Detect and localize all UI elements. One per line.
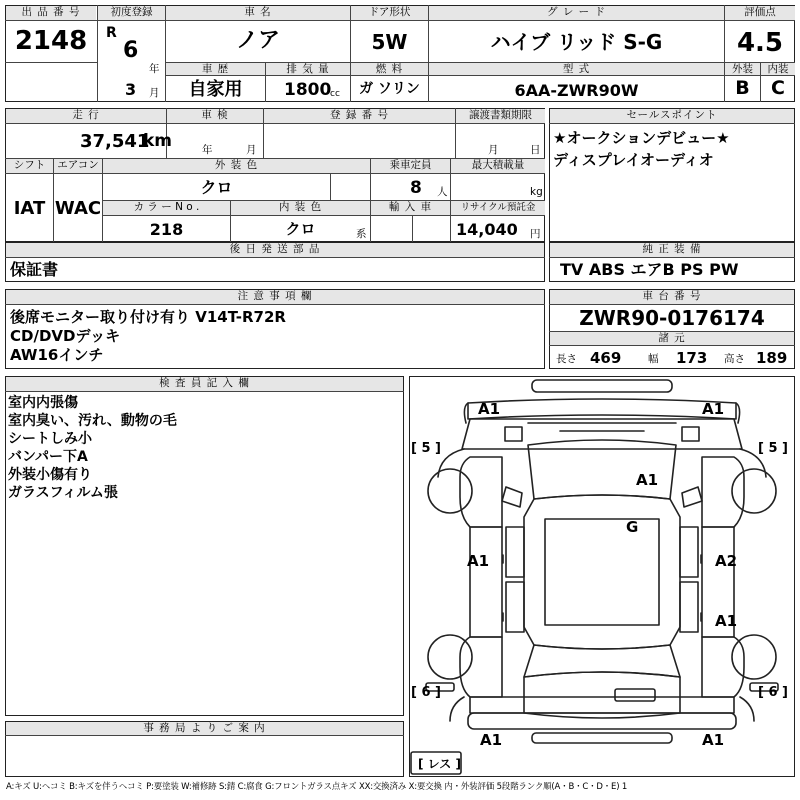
- sales-point-line-1: ★オークションデビュー★: [553, 129, 730, 147]
- inspection-year-unit: 年: [202, 144, 213, 156]
- car-outline: [410, 377, 794, 776]
- color-number: 218: [149, 220, 184, 239]
- ac-label: エアコン: [54, 159, 102, 173]
- sales-point-line-2: ディスプレイオーディオ: [553, 151, 714, 169]
- damage-diagram: [409, 376, 795, 777]
- inspector-line-4: バンパー下A: [8, 449, 88, 465]
- mark-side-right-front: A2: [715, 552, 738, 570]
- tire-rr-depth: [ 6 ]: [758, 685, 788, 700]
- lot-label: 出 品 番 号: [6, 6, 96, 20]
- office-label: 事 務 局 よ り ご 案 内: [6, 722, 403, 735]
- year-unit: 年: [149, 63, 160, 75]
- reg-month: 3: [125, 80, 137, 99]
- import-label: 輸 入 車: [371, 201, 450, 215]
- load-unit: kg: [530, 186, 543, 198]
- mileage: 37,541: [80, 131, 150, 152]
- notes-line-1: 後席モニター取り付け有り V14T-R72R: [10, 308, 286, 326]
- inspection-label: 車 検: [167, 109, 263, 123]
- mark-front-left: A1: [478, 400, 501, 418]
- height-label: 高さ: [724, 353, 745, 365]
- fuel-label: 燃 料: [351, 63, 428, 75]
- mark-roof: A1: [636, 471, 659, 489]
- door-type: 5W: [371, 30, 408, 54]
- reg-no-label: 登 録 番 号: [264, 109, 455, 123]
- notes-line-2: CD/DVDデッキ: [10, 327, 121, 345]
- grade: ハイブ リッド S-G: [490, 30, 663, 54]
- inspector-line-2: 室内臭い、汚れ、動物の毛: [8, 413, 177, 429]
- transfer-label: 譲渡書類期限: [456, 109, 545, 123]
- transfer-day-unit: 日: [530, 144, 541, 156]
- fuel: ガ ソリン: [359, 81, 420, 97]
- inspector-line-3: シートしみ小: [8, 431, 92, 447]
- grade-label: グ レ ー ド: [429, 6, 724, 20]
- cc-unit: cc: [330, 89, 340, 99]
- color-no-label: カ ラ ー N o .: [103, 201, 230, 215]
- aircon: WAC: [54, 198, 102, 219]
- tire-rl-depth: [ 6 ]: [411, 685, 441, 700]
- recycle-label: リサイクル預託金: [451, 201, 545, 215]
- usage: 自家用: [188, 79, 243, 100]
- first-reg-label: 初度登録: [98, 6, 165, 20]
- body-color: クロ: [200, 178, 233, 197]
- int-label: 内装: [761, 63, 795, 75]
- inspector-line-6: ガラスフィルム張: [8, 485, 118, 501]
- model-code: 6AA-ZWR90W: [514, 81, 639, 100]
- tire-fl-depth: [ 5 ]: [411, 441, 441, 456]
- ext-grade: B: [735, 77, 750, 99]
- recycle-unit: 円: [530, 228, 541, 240]
- mark-side-right-rear: A1: [715, 612, 738, 630]
- mark-side-left-front: A1: [467, 552, 490, 570]
- mark-front-right: A1: [702, 400, 725, 418]
- notes-line-3: AW16インチ: [10, 346, 104, 364]
- shift: IAT: [13, 198, 46, 219]
- mark-rear-right: A1: [702, 731, 725, 749]
- int-grade: C: [771, 77, 785, 99]
- usage-label: 車 歴: [166, 63, 265, 75]
- capacity-unit: 人: [437, 186, 448, 198]
- mark-rear-left: A1: [480, 731, 503, 749]
- cc-label: 排 気 量: [266, 63, 350, 75]
- chassis-label: 車 台 番 号: [550, 290, 794, 304]
- chassis-number: ZWR90-0176174: [579, 306, 765, 330]
- score-label: 評価点: [725, 6, 795, 20]
- capacity-label: 乗車定員: [371, 159, 450, 173]
- int-color-unit: 系: [356, 228, 367, 240]
- load-label: 最大積載量: [451, 159, 545, 173]
- spec-label: 諸 元: [550, 332, 794, 345]
- door-label: ドア形状: [351, 6, 428, 20]
- spare-tire: [ レス ]: [418, 757, 461, 771]
- interior-color: クロ: [285, 220, 316, 238]
- mileage-label: 走 行: [6, 109, 166, 123]
- width-value: 173: [676, 349, 708, 367]
- int-color-label: 内 装 色: [231, 201, 370, 215]
- era: R: [106, 25, 117, 41]
- car-name: ノア: [235, 28, 280, 53]
- inspector-line-5: 外装小傷有り: [8, 467, 92, 483]
- length-value: 469: [590, 349, 622, 367]
- inspection-month-unit: 月: [246, 144, 257, 156]
- inspector-line-1: 室内内張傷: [8, 395, 78, 411]
- shift-label: シフト: [6, 159, 53, 173]
- sales-point-label: セールスポイント: [550, 109, 794, 123]
- mark-glass: G: [626, 518, 639, 536]
- mileage-unit: km: [143, 131, 173, 151]
- lot-number: 2148: [14, 26, 88, 56]
- later-parts-value: 保証書: [10, 260, 59, 279]
- month-unit: 月: [149, 87, 160, 99]
- recycle-fee: 14,040: [456, 220, 518, 239]
- displacement: 1800: [284, 80, 332, 100]
- capacity: 8: [410, 178, 422, 198]
- legend: A:キズ U:ヘコミ B:キズを伴うヘコミ P:要塗装 W:補修跡 S:錆 C:腐食 G:フロントガラス点キズ XX:交換済み X:要交換 内・外装評価 5段階ランク順(A・B・C・D・E) 1: [6, 782, 628, 792]
- inspector-label: 検 査 員 記 入 欄: [6, 377, 403, 391]
- color-label: 外 装 色: [103, 159, 370, 173]
- width-label: 幅: [648, 353, 659, 365]
- model-label: 型 式: [429, 63, 724, 75]
- score: 4.5: [736, 28, 784, 58]
- equipment-label: 純 正 装 備: [550, 243, 794, 257]
- transfer-month-unit: 月: [488, 144, 499, 156]
- ext-label: 外装: [725, 63, 760, 75]
- tire-fr-depth: [ 5 ]: [758, 441, 788, 456]
- length-label: 長さ: [556, 353, 577, 365]
- reg-year: 6: [123, 38, 139, 63]
- car-name-label: 車 名: [166, 6, 350, 20]
- equipment-items: TV ABS エアB PS PW: [560, 260, 739, 279]
- later-parts-label: 後 日 発 送 部 品: [6, 243, 544, 257]
- notes-label: 注 意 事 項 欄: [6, 290, 544, 304]
- height-value: 189: [756, 349, 788, 367]
